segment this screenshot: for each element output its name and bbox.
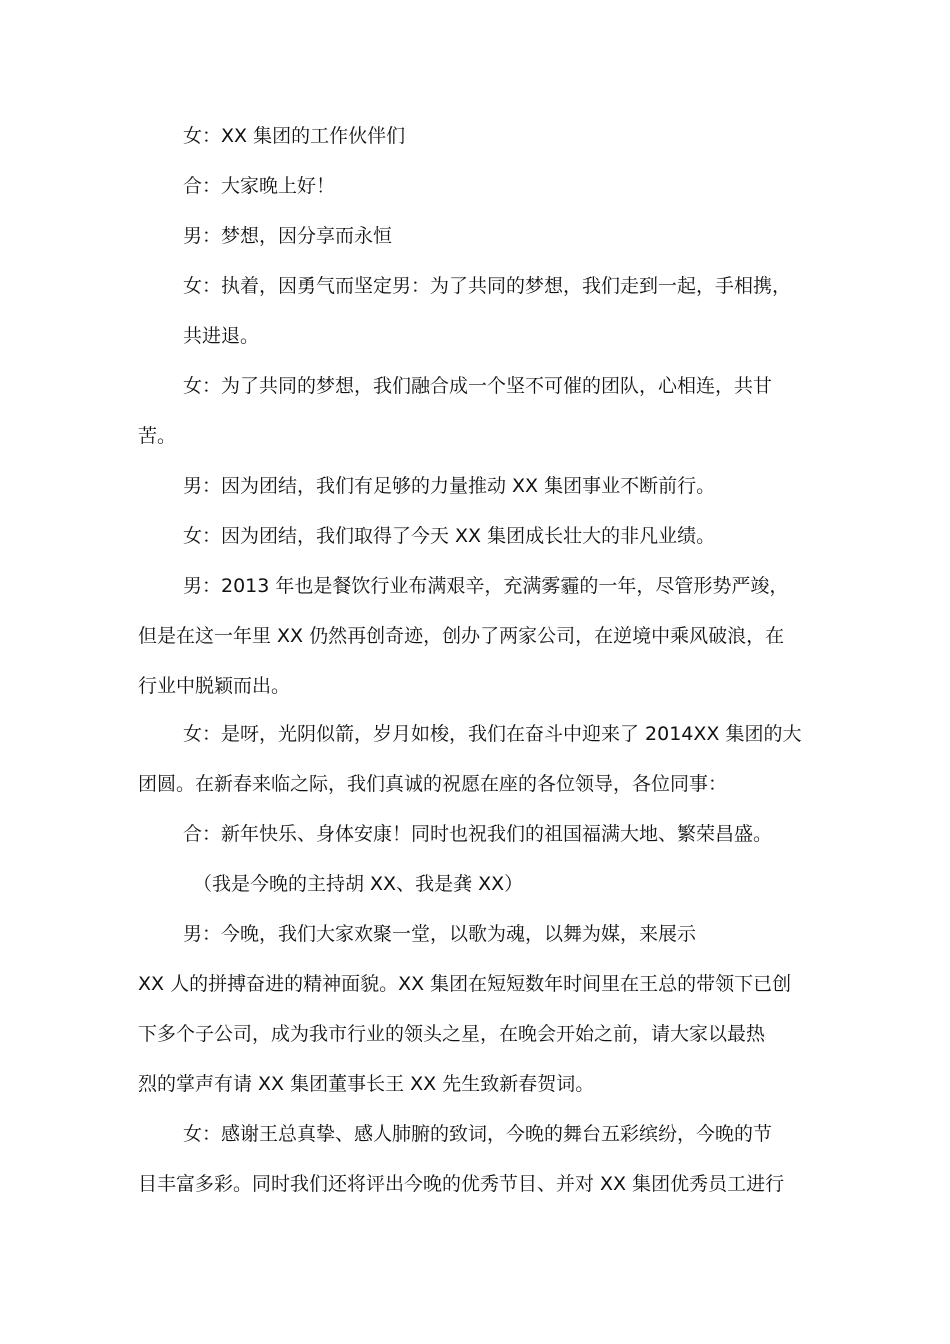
text-line: 女：因为团结，我们取得了今天 XX 集团成长壮大的非凡业绩。	[183, 525, 716, 547]
text-line: 共进退。	[183, 325, 260, 347]
text-line: 团圆。在新春来临之际，我们真诚的祝愿在座的各位领导，各位同事：	[138, 773, 728, 795]
text-line: 女：感谢王总真挚、感人肺腑的致词，今晚的舞台五彩缤纷，今晚的节	[183, 1123, 773, 1145]
text-line: 目丰富多彩。同时我们还将评出今晚的优秀节目、并对 XX 集团优秀员工进行	[138, 1173, 785, 1195]
text-line: 行业中脱颖而出。	[138, 675, 291, 697]
text-line: 女：执着，因勇气而坚定男：为了共同的梦想，我们走到一起，手相携，	[183, 275, 792, 297]
text-line: 合：新年快乐、身体安康！同时也祝我们的祖国福满大地、繁荣昌盛。	[183, 823, 773, 845]
text-line: 苦。	[138, 425, 177, 447]
text-line: （我是今晚的主持胡 XX、我是龚 XX）	[193, 873, 524, 895]
text-line: 烈的掌声有请 XX 集团董事长王 XX 先生致新春贺词。	[138, 1073, 595, 1095]
text-line: 女：XX 集团的工作伙伴们	[183, 125, 406, 147]
text-line: XX 人的拼搏奋进的精神面貌。XX 集团在短短数年时间里在王总的带领下已创	[138, 973, 792, 995]
text-line: 男：梦想，因分享而永恒	[183, 225, 393, 247]
text-line: 男：今晚，我们大家欢聚一堂，以歌为魂，以舞为媒，来展示	[183, 923, 697, 945]
text-line: 但是在这一年里 XX 仍然再创奇迹，创办了两家公司，在逆境中乘风破浪，在	[138, 625, 785, 647]
text-line: 合：大家晚上好！	[183, 175, 336, 197]
text-line: 女：是呀，光阴似箭，岁月如梭，我们在奋斗中迎来了 2014XX 集团的大	[183, 723, 802, 745]
text-line: 女：为了共同的梦想，我们融合成一个坚不可催的团队，心相连，共甘	[183, 375, 773, 397]
text-line: 男：2013 年也是餐饮行业布满艰辛，充满雾霾的一年，尽管形势严竣，	[183, 575, 789, 597]
text-line: 男：因为团结，我们有足够的力量推动 XX 集团事业不断前行。	[183, 475, 716, 497]
text-line: 下多个子公司，成为我市行业的领头之星，在晚会开始之前，请大家以最热	[138, 1023, 766, 1045]
